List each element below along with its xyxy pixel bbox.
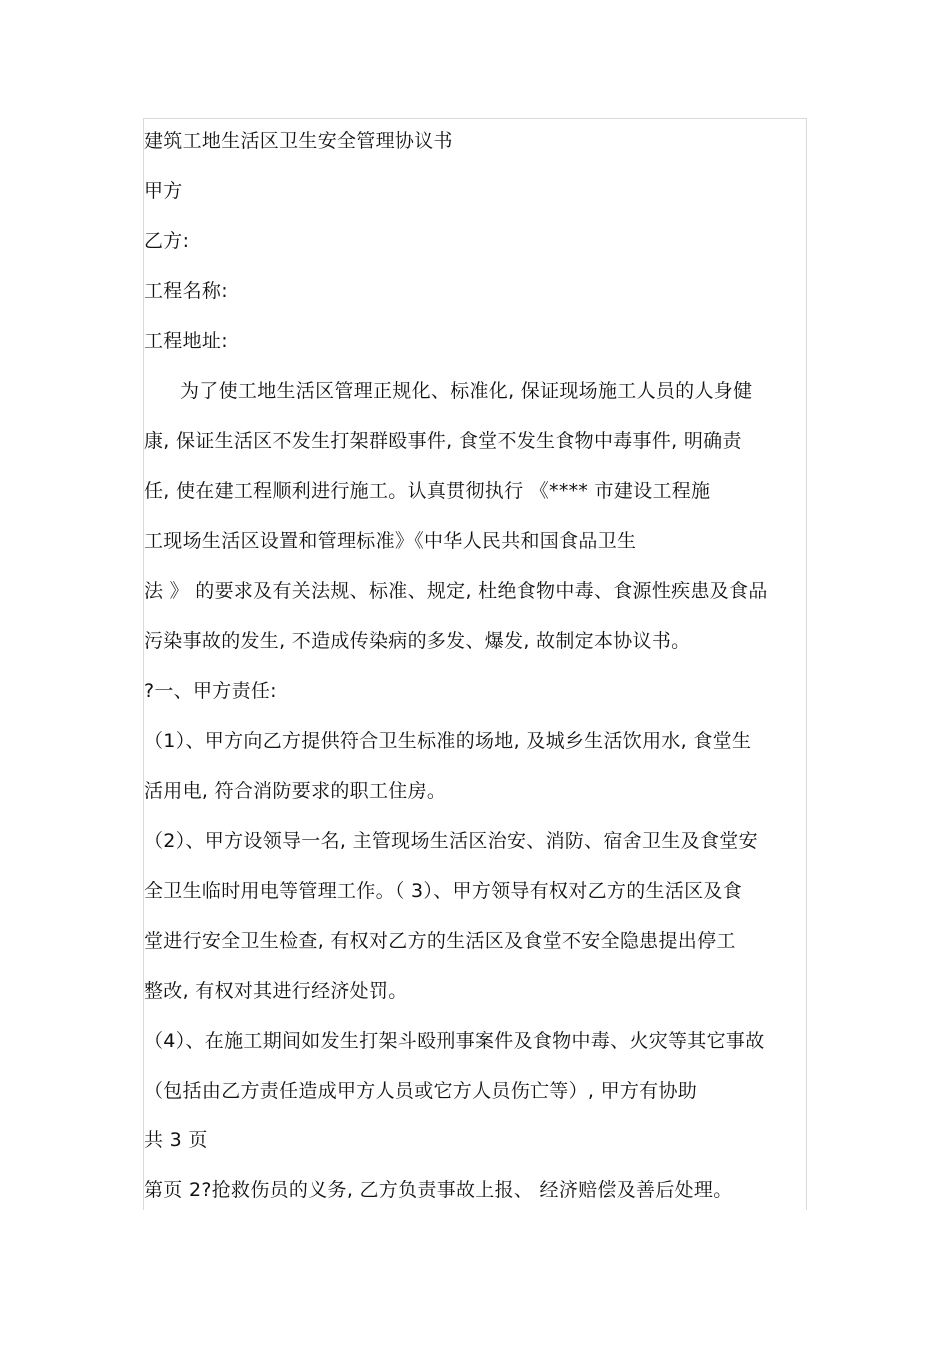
page-frame-right	[806, 118, 807, 1210]
responsibility-item-line: （2）、甲方设领导一名, 主管现场生活区治安、消防、宿舍卫生及食堂安	[144, 830, 758, 852]
project-address-label: 工程地址:	[144, 330, 228, 352]
page-frame-top	[143, 118, 806, 119]
party-a-responsibility-heading: ?一、甲方责任:	[144, 680, 277, 702]
responsibility-item-line: （4）、在施工期间如发生打架斗殴刑事案件及食物中毒、火灾等其它事故	[144, 1030, 765, 1052]
intro-paragraph-line: 任, 使在建工程顺利进行施工。认真贯彻执行 《**** 市建设工程施	[144, 480, 711, 502]
responsibility-item-line: （包括由乙方责任造成甲方人员或它方人员伤亡等）, 甲方有协助	[144, 1080, 698, 1102]
project-name-label: 工程名称:	[144, 280, 228, 302]
responsibility-item-line: 整改, 有权对其进行经济处罚。	[144, 980, 408, 1002]
responsibility-item-line: 活用电, 符合消防要求的职工住房。	[144, 780, 447, 802]
intro-paragraph-line: 为了使工地生活区管理正规化、标准化, 保证现场施工人员的人身健	[180, 380, 753, 402]
intro-paragraph-line: 法 》 的要求及有关法规、标准、规定, 杜绝食物中毒、食源性疾患及食品	[144, 580, 768, 602]
intro-paragraph-line: 康, 保证生活区不发生打架群殴事件, 食堂不发生食物中毒事件, 明确责	[144, 430, 742, 452]
intro-paragraph-line: 污染事故的发生, 不造成传染病的多发、爆发, 故制定本协议书。	[144, 630, 691, 652]
page-footer-text: 第页 2?抢救伤员的义务, 乙方负责事故上报、 经济赔偿及善后处理。	[144, 1179, 733, 1201]
responsibility-item-line: 全卫生临时用电等管理工作。（ 3）、甲方领导有权对乙方的生活区及食	[144, 880, 743, 902]
document-title: 建筑工地生活区卫生安全管理协议书	[144, 130, 453, 152]
party-a-label: 甲方	[144, 180, 183, 202]
intro-paragraph-line: 工现场生活区设置和管理标准》《中华人民共和国食品卫生	[144, 530, 637, 552]
responsibility-item-line: （1）、甲方向乙方提供符合卫生标准的场地, 及城乡生活饮用水, 食堂生	[144, 730, 752, 752]
party-b-label: 乙方:	[144, 230, 190, 252]
responsibility-item-line: 堂进行安全卫生检查, 有权对乙方的生活区及食堂不安全隐患提出停工	[144, 930, 736, 952]
page-count-label: 共 3 页	[144, 1129, 208, 1151]
